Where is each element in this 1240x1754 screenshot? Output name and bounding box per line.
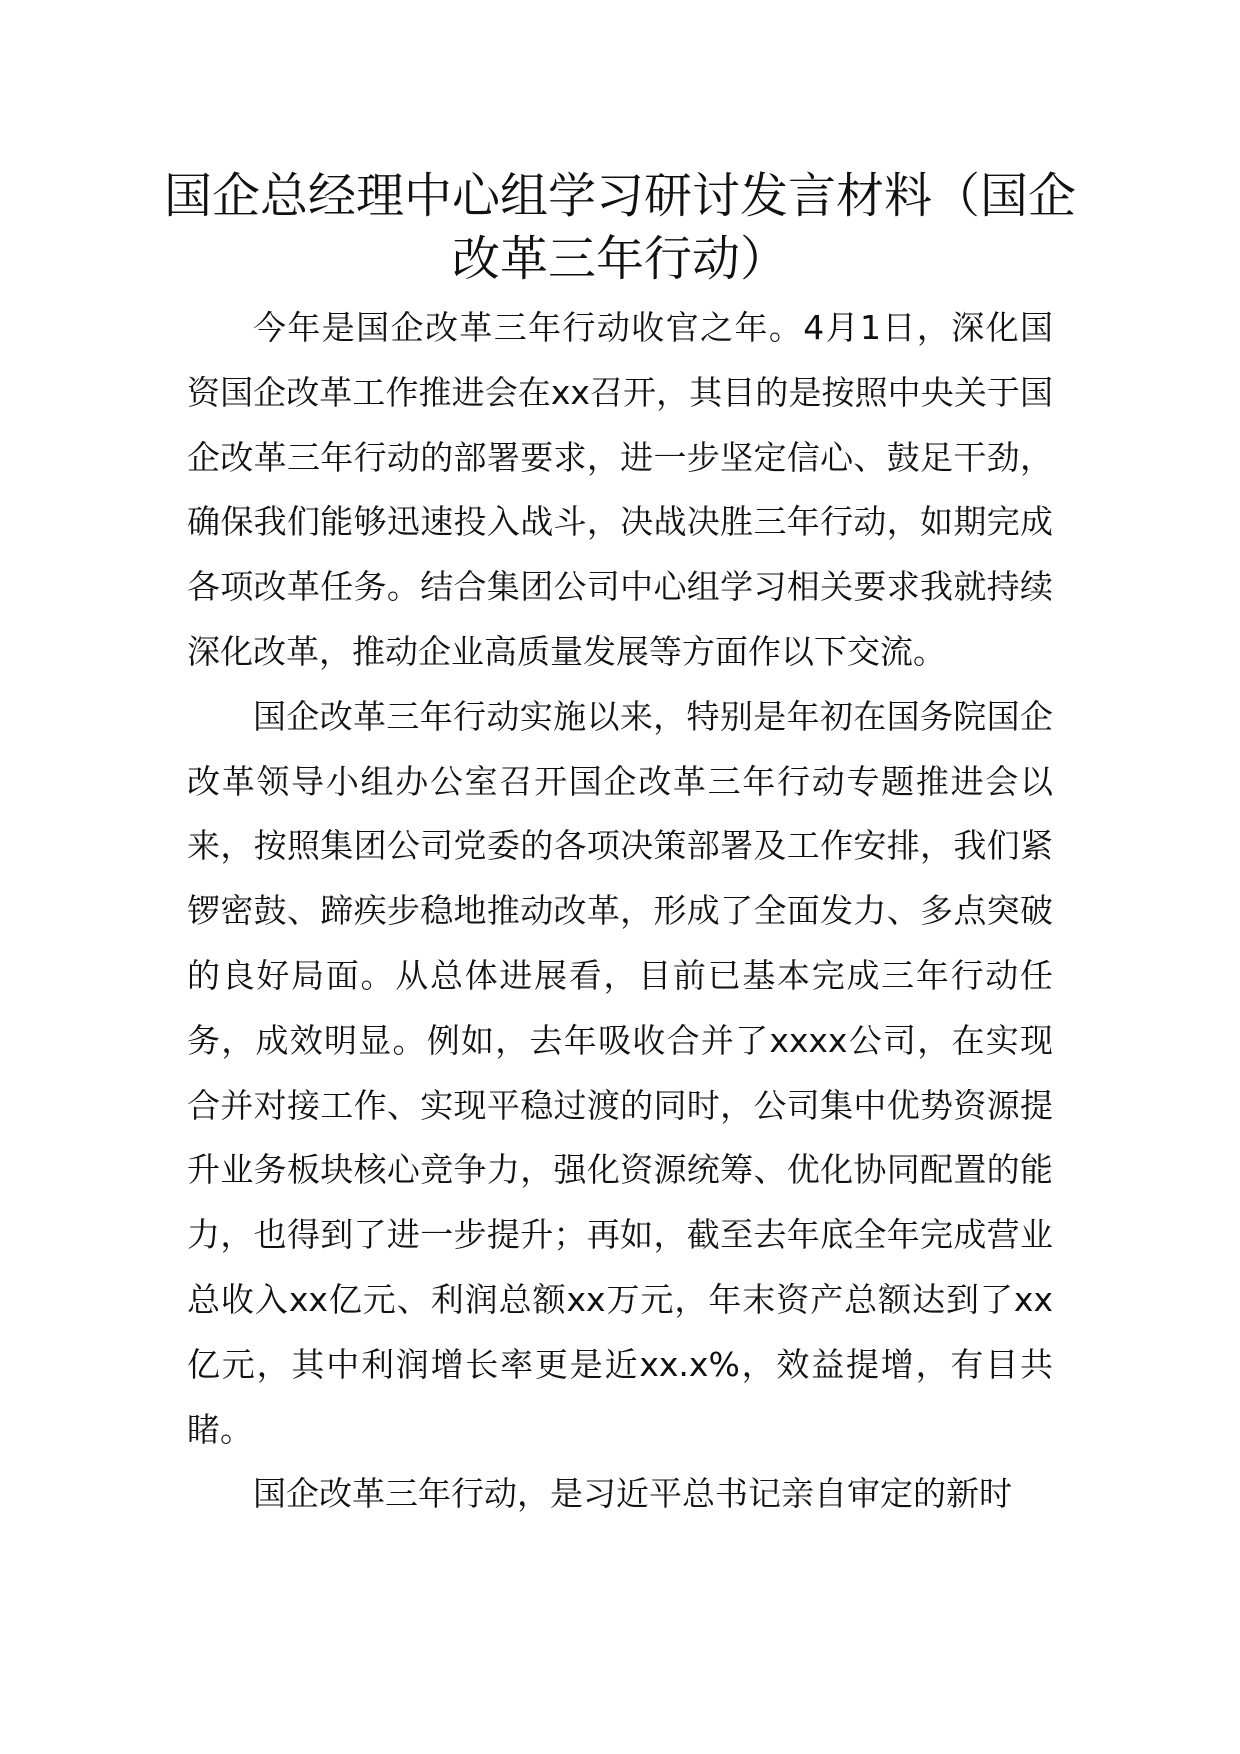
document-title: 国企总经理中心组学习研讨发言材料（国企改革三年行动） xyxy=(163,168,1076,287)
document-body xyxy=(187,296,1053,1527)
paragraph-3: 国企改革三年行动，是习近平总书记亲自审定的新时 xyxy=(253,1474,1012,1514)
paragraph-1: 今年是国企改革三年行动收官之年。4月1日，深化国资国企改革工作推进会在xx召开，其目的是按照中央关于国企改革三年行动的部署要求，进一步坚定信心、鼓足干劲，确保我们能够迅速投入战斗，决战决胜三年行动，如期完成各项改革任务。结合集团公司中心组学习相关要求我就持续深化改革，推动企业高质量发展等方面作以下交流。 xyxy=(187,308,1053,671)
paragraph-2: 国企改革三年行动实施以来，特别是年初在国务院国企改革领导小组办公室召开国企改革三年行动专题推进会以来，按照集团公司党委的各项决策部署及工作安排，我们紧锣密鼓、蹄疾步稳地推动改革，形成了全面发力、多点突破的良好局面。从总体进展看，目前已基本完成三年行动任务，成效明显。例如，去年吸收合并了xxxx公司，在实现合并对接工作、实现平稳过渡的同时，公司集中优势资源提升业务板块核心竞争力，强化资源统筹、优化协同配置的能力，也得到了进一步提升；再如，截至去年底全年完成营业总收入xx亿元、利润总额xx万元，年末资产总额达到了xx亿元，其中利润增长率更是近xx.x%，效益提增，有目共睹。 xyxy=(187,696,1053,1449)
